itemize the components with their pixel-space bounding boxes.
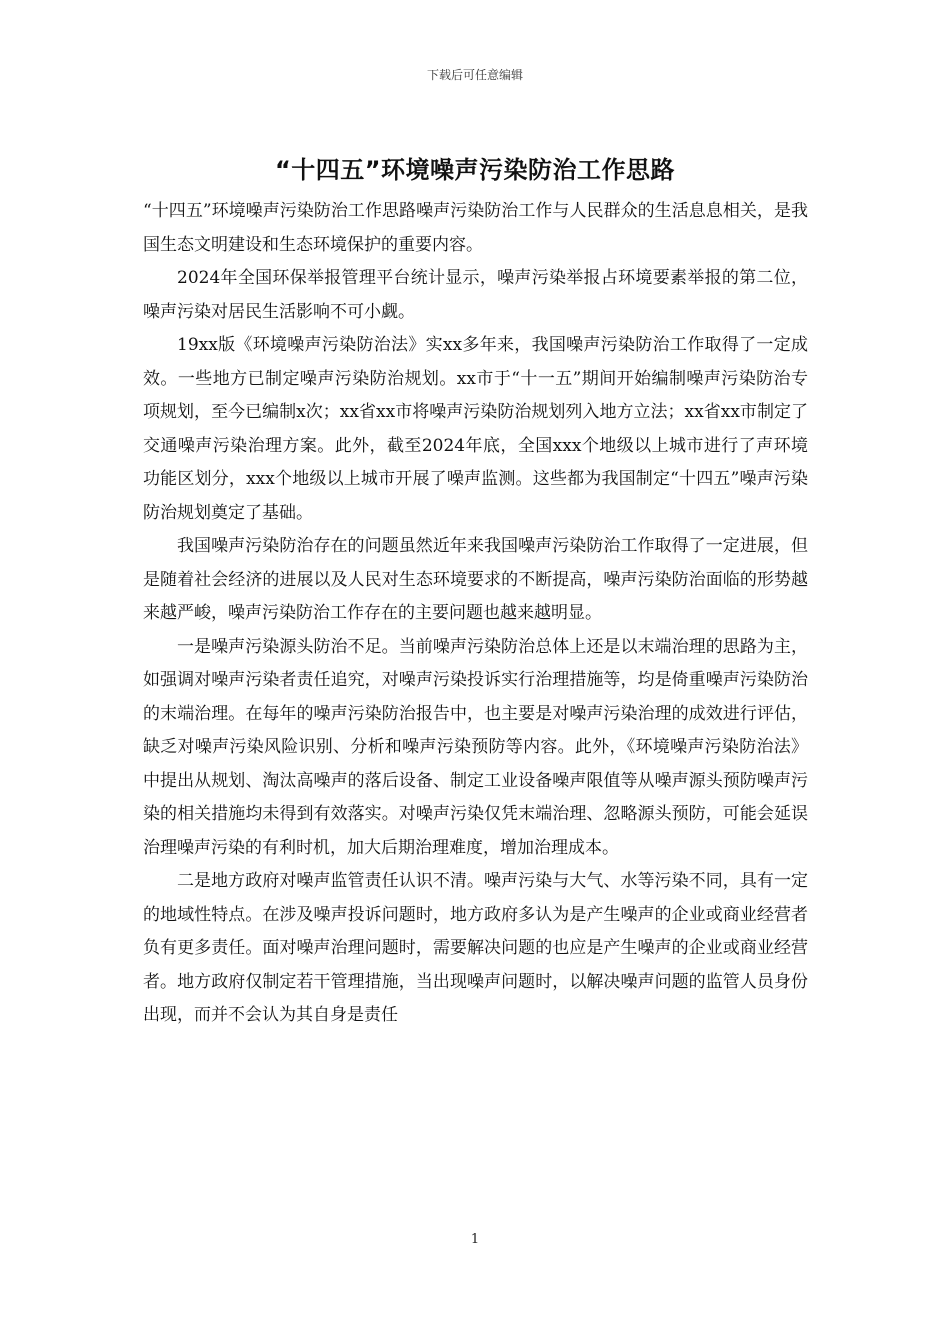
paragraph-problem-one: 一是噪声污染源头防治不足。当前噪声污染防治总体上还是以末端治理的思路为主，如强调对噪声污染者责任追究，对噪声污染投诉实行治理措施等，均是倚重噪声污染防治的末端治理。在每年的噪声污染防治报告中，也主要是对噪声污染治理的成效进行评估，缺乏对噪声污染风险识别、分析和噪声污染预防等内容。此外，《环境噪声污染防治法》中提出从规划、淘汰高噪声的落后设备、制定工业设备噪声限值等从噪声源头预防噪声污染的相关措施均未得到有效落实。对噪声污染仅凭末端治理、忽略源头预防，可能会延误治理噪声污染的有利时机，加大后期治理难度，增加治理成本。 [143,636,808,858]
paragraph-statistics: 2024年全国环保举报管理平台统计显示，噪声污染举报占环境要素举报的第二位，噪声污染对居民生活影响不可小觑。 [143,268,808,322]
document-body [143,195,808,1033]
paragraph-intro: “十四五”环境噪声污染防治工作思路噪声污染防治工作与人民群众的生活息息相关，是我国生态文明建设和生态环境保护的重要内容。 [143,201,808,255]
paragraph-problem-two: 二是地方政府对噪声监管责任认识不清。噪声污染与大气、水等污染不同，具有一定的地域性特点。在涉及噪声投诉问题时，地方政府多认为是产生噪声的企业或商业经营者负有更多责任。面对噪声治理问题时，需要解决问题的也应是产生噪声的企业或商业经营者。地方政府仅制定若干管理措施，当出现噪声问题时，以解决噪声问题的监管人员身份出现，而并不会认为其自身是责任 [143,871,808,1025]
paragraph-problems: 我国噪声污染防治存在的问题虽然近年来我国噪声污染防治工作取得了一定进展，但是随着社会经济的进展以及人民对生态环境要求的不断提高，噪声污染防治面临的形势越来越严峻，噪声污染防治工作存在的主要问题也越来越明显。 [143,536,808,623]
page-header: 下载后可任意编辑 [426,68,523,82]
paragraph-achievements: 19xx版《环境噪声污染防治法》实xx多年来，我国噪声污染防治工作取得了一定成效。一些地方已制定噪声污染防治规划。xx市于“十一五”期间开始编制噪声污染防治专项规划，至今已编制x次；xx省xx市将噪声污染防治规划列入地方立法；xx省xx市制定了交通噪声污染治理方案。此外，截至2024年底，全国xxx个地级以上城市进行了声环境功能区划分，xxx个地级以上城市开展了噪声监测。这些都为我国制定“十四五”噪声污染防治规划奠定了基础。 [143,335,808,523]
page-number: 1 [470,1232,480,1247]
document-title: “十四五”环境噪声污染防治工作思路 [274,156,676,184]
